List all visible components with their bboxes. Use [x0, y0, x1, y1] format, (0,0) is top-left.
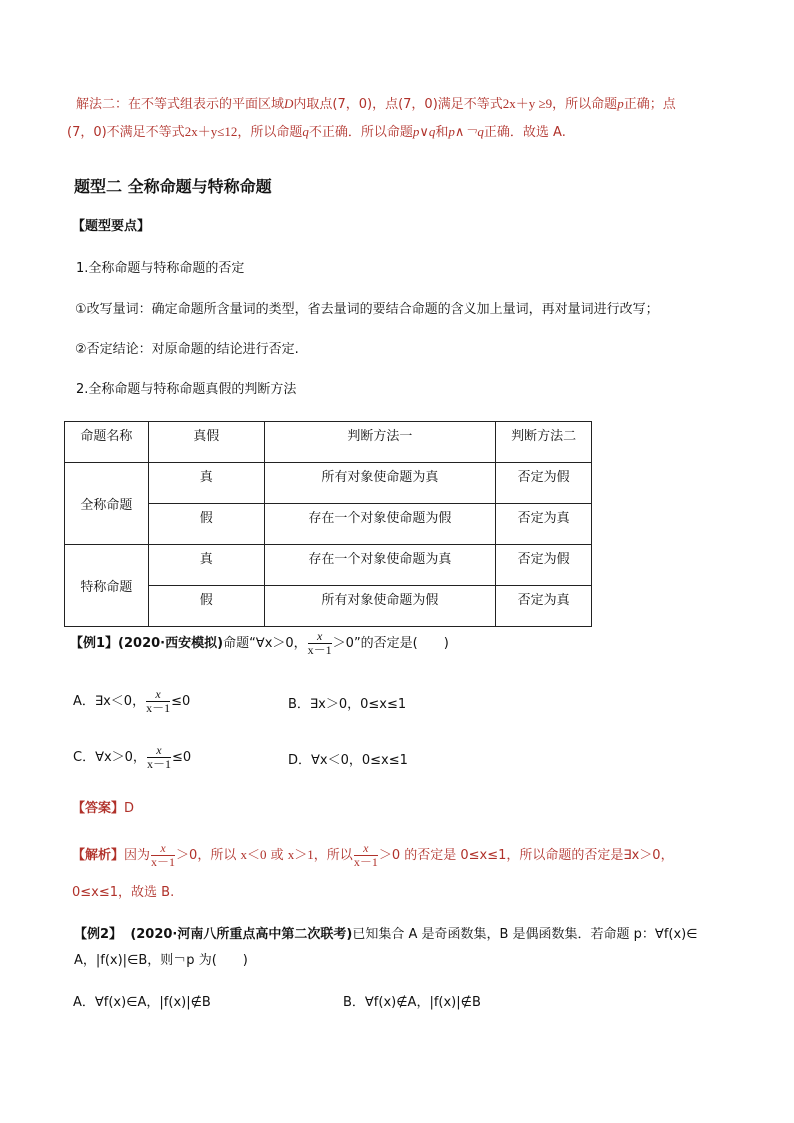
example-2-stem-line-1: 【例2】 (2020·河南八所重点高中第二次联考)已知集合 A 是奇函数集，B 是偶函数集．若命题 p：∀f(x)∈ — [74, 927, 698, 942]
table-cell: 所有对象使命题为真 — [264, 463, 496, 504]
table-header: 判断方法一 — [264, 422, 496, 463]
example-1-stem: 【例1】(2020·西安模拟)命题“∀x＞0， $\frac{x}{x-1}$ ＞0”的否定是( ) — [70, 629, 449, 657]
table-header: 命题名称 — [65, 422, 149, 463]
ex2-option-a[interactable]: A．∀f(x)∈A，|f(x)|∉B — [73, 995, 211, 1010]
table-header: 判断方法二 — [496, 422, 592, 463]
table-cell: 存在一个对象使命题为假 — [264, 504, 496, 545]
fraction: $\frac{x}{x-1}$ — [353, 841, 378, 869]
fraction: $\frac{x}{x-1}$ — [146, 687, 171, 715]
example-2-stem-line-2: A，|f(x)|∈B，则￢p 为( ) — [74, 953, 248, 968]
fraction: $\frac{x}{x-1}$ — [151, 841, 176, 869]
table-header: 真假 — [148, 422, 264, 463]
table-cell: 否定为假 — [496, 545, 592, 586]
option-d[interactable]: D．∀x＜0，0≤x≤1 — [288, 753, 408, 768]
solution-line-1: 解法二：在不等式组表示的平面区域D内取点(7，0)，点(7，0)满足不等式2x＋y ≥9，所以命题p正确；点 — [76, 96, 676, 112]
table-cell: 所有对象使命题为假 — [264, 586, 496, 627]
table-row — [65, 545, 592, 586]
table-group-name: 全称命题 — [65, 463, 149, 545]
table-cell: 假 — [148, 504, 264, 545]
point-2-title: 2.全称命题与特称命题真假的判断方法 — [76, 382, 297, 397]
option-a[interactable]: A．∃x＜0， $\frac{x}{x-1}$ ≤0 — [73, 687, 191, 715]
table-cell: 存在一个对象使命题为真 — [264, 545, 496, 586]
analysis-line-2: 0≤x≤1，故选 B. — [72, 885, 175, 900]
table-header-row — [65, 422, 592, 463]
judgement-table — [64, 421, 592, 627]
table-cell: 真 — [148, 545, 264, 586]
fraction: $\frac{x}{x-1}$ — [146, 743, 171, 771]
analysis-line-1: 【解析】因为 $\frac{x}{x-1}$ ＞0，所以 x＜0 或 x＞1，所以 $\frac{x}{x-1}$ ＞0 的否定是 0≤x≤1，所以命题的否定是∃x＞0， — [72, 841, 674, 869]
table-cell: 假 — [148, 586, 264, 627]
point-1-b: ②否定结论：对原命题的结论进行否定. — [75, 342, 299, 357]
answer: 【答案】D — [72, 801, 135, 816]
option-b[interactable]: B．∃x＞0，0≤x≤1 — [288, 697, 407, 712]
table-cell: 否定为真 — [496, 586, 592, 627]
table-row — [65, 463, 592, 504]
fraction: $\frac{x}{x-1}$ — [307, 629, 332, 657]
option-c[interactable]: C．∀x＞0， $\frac{x}{x-1}$ ≤0 — [73, 743, 192, 771]
table-cell: 否定为真 — [496, 504, 592, 545]
table-cell: 真 — [148, 463, 264, 504]
point-1-title: 1.全称命题与特称命题的否定 — [76, 261, 245, 276]
solution-line-2: (7，0)不满足不等式2x＋y≤12，所以命题q不正确．所以命题p∨q和p∧￢q正确．故选 A. — [67, 124, 566, 140]
section-heading: 题型二 全称命题与特称命题 — [74, 177, 272, 196]
ex2-option-b[interactable]: B．∀f(x)∉A，|f(x)|∉B — [343, 995, 481, 1010]
point-1-a: ①改写量词：确定命题所含量词的类型，省去量词的要结合命题的含义加上量词，再对量词进行改写； — [75, 302, 659, 317]
key-points-label: 【题型要点】 — [72, 219, 151, 234]
table-group-name: 特称命题 — [65, 545, 149, 627]
table-cell: 否定为假 — [496, 463, 592, 504]
